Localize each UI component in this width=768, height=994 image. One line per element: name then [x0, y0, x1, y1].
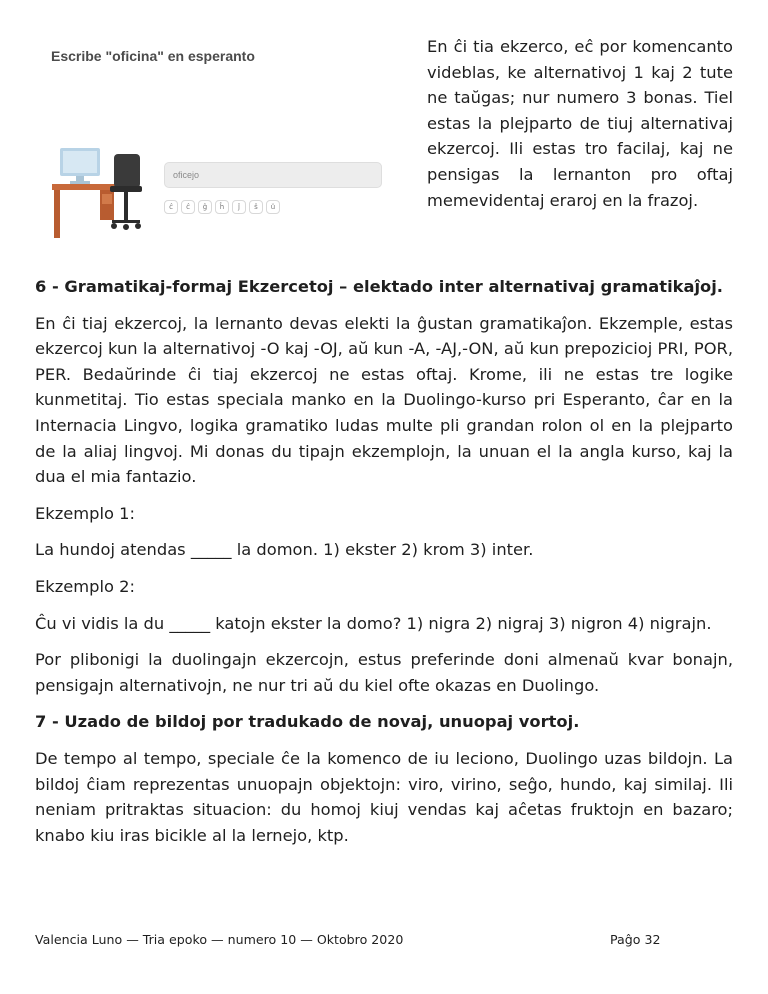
example-2-label: Ekzemplo 2:: [35, 576, 135, 596]
example-1-label: Ekzemplo 1:: [35, 503, 135, 523]
key-character: ŭ: [266, 200, 280, 214]
section-7-heading: 7 - Uzado de bildoj por tradukado de novaj, unuopaj vortoj.: [35, 712, 580, 732]
key-character: ĵ: [232, 200, 246, 214]
exercise-screenshot: [48, 40, 390, 240]
key-character: ĥ: [215, 200, 229, 214]
section-7-paragraph: De tempo al tempo, speciale ĉe la komenco de iu leciono, Duolingo uzas bildojn. La bildoj ĉiam reprezentas unuopajn objektojn: viro, virino, seĝo, hundo, kaj similaj. Ili neniam pritraktas situacion: du homoj kiuj vendas kaj aĉetas fruktojn en bazaro; knabo kiu iras bicikle al la lernejo, ktp.: [35, 748, 733, 845]
section-6-heading: 6 - Gramatikaj-formaj Ekzercetoj – elektado inter alternativaj gramatikaĵoj.: [35, 277, 723, 296]
article-body: [35, 274, 733, 848]
key-character: ŝ: [249, 200, 263, 214]
key-character: ĉ: [164, 200, 178, 214]
side-paragraph: En ĉi tia ekzerco, eĉ por komencanto videblas, ke alternativoj 1 kaj 2 tute ne taŭgas; nur numero 3 bonas. Tiel estas la plejparto de tiuj alternativaj ekzercoj. Ili estas tro facilaj, kaj ne pensigas la lernanton pro oftaj memevidentaj eraroj en la frazoj.: [427, 37, 733, 210]
section-6-closing: Por plibonigi la duolingajn ekzercojn, estus preferinde doni almenaŭ kvar bonajn, pensigajn alternativojn, ne nur tri aŭ du kiel ofte okazas en Duolingo.: [35, 650, 733, 695]
key-character: ĉ: [181, 200, 195, 214]
footer-page-number: Paĝo 32: [610, 932, 661, 947]
key-character: ĝ: [198, 200, 212, 214]
section-6-paragraph: En ĉi tiaj ekzercoj, la lernanto devas elekti la ĝustan gramatikaĵon. Ekzemple, estas ekzercoj kun la alternativoj -O kaj -OJ, aŭ kun -A, -AJ,-ON, aŭ kun prepozicioj PRI, POR, PER. Bedaŭrinde ĉi tiaj ekzercoj ne estas oftaj. Krome, ili ne estas tre logike kunmetitaj. Tio estas speciala manko en la Duolingo-kurso pri Esperanto, ĉar en la Internacia Lingvo, logika gramatiko ludas multe pli grandan rolon ol en la plejparto de la aliaj lingvoj. Mi donas du tipajn ekzemplojn, la unuan el la angla kurso, kaj la dua el mia fantazio.: [35, 313, 733, 487]
answer-input: oficejo: [164, 162, 382, 188]
example-1-text: La hundoj atendas _____ la domon. 1) ekster 2) krom 3) inter.: [35, 540, 534, 560]
example-2-text: Ĉu vi vidis la du _____ katojn ekster la domo? 1) nigra 2) nigraj 3) nigron 4) nigrajn.: [35, 613, 712, 633]
footer-publication: Valencia Luno — Tria epoko — numero 10 — Oktobro 2020: [35, 932, 404, 947]
office-desk-illustration: [48, 146, 148, 242]
exercise-prompt: Escribe "oficina" en esperanto: [51, 48, 255, 64]
special-character-keys: [164, 200, 280, 214]
